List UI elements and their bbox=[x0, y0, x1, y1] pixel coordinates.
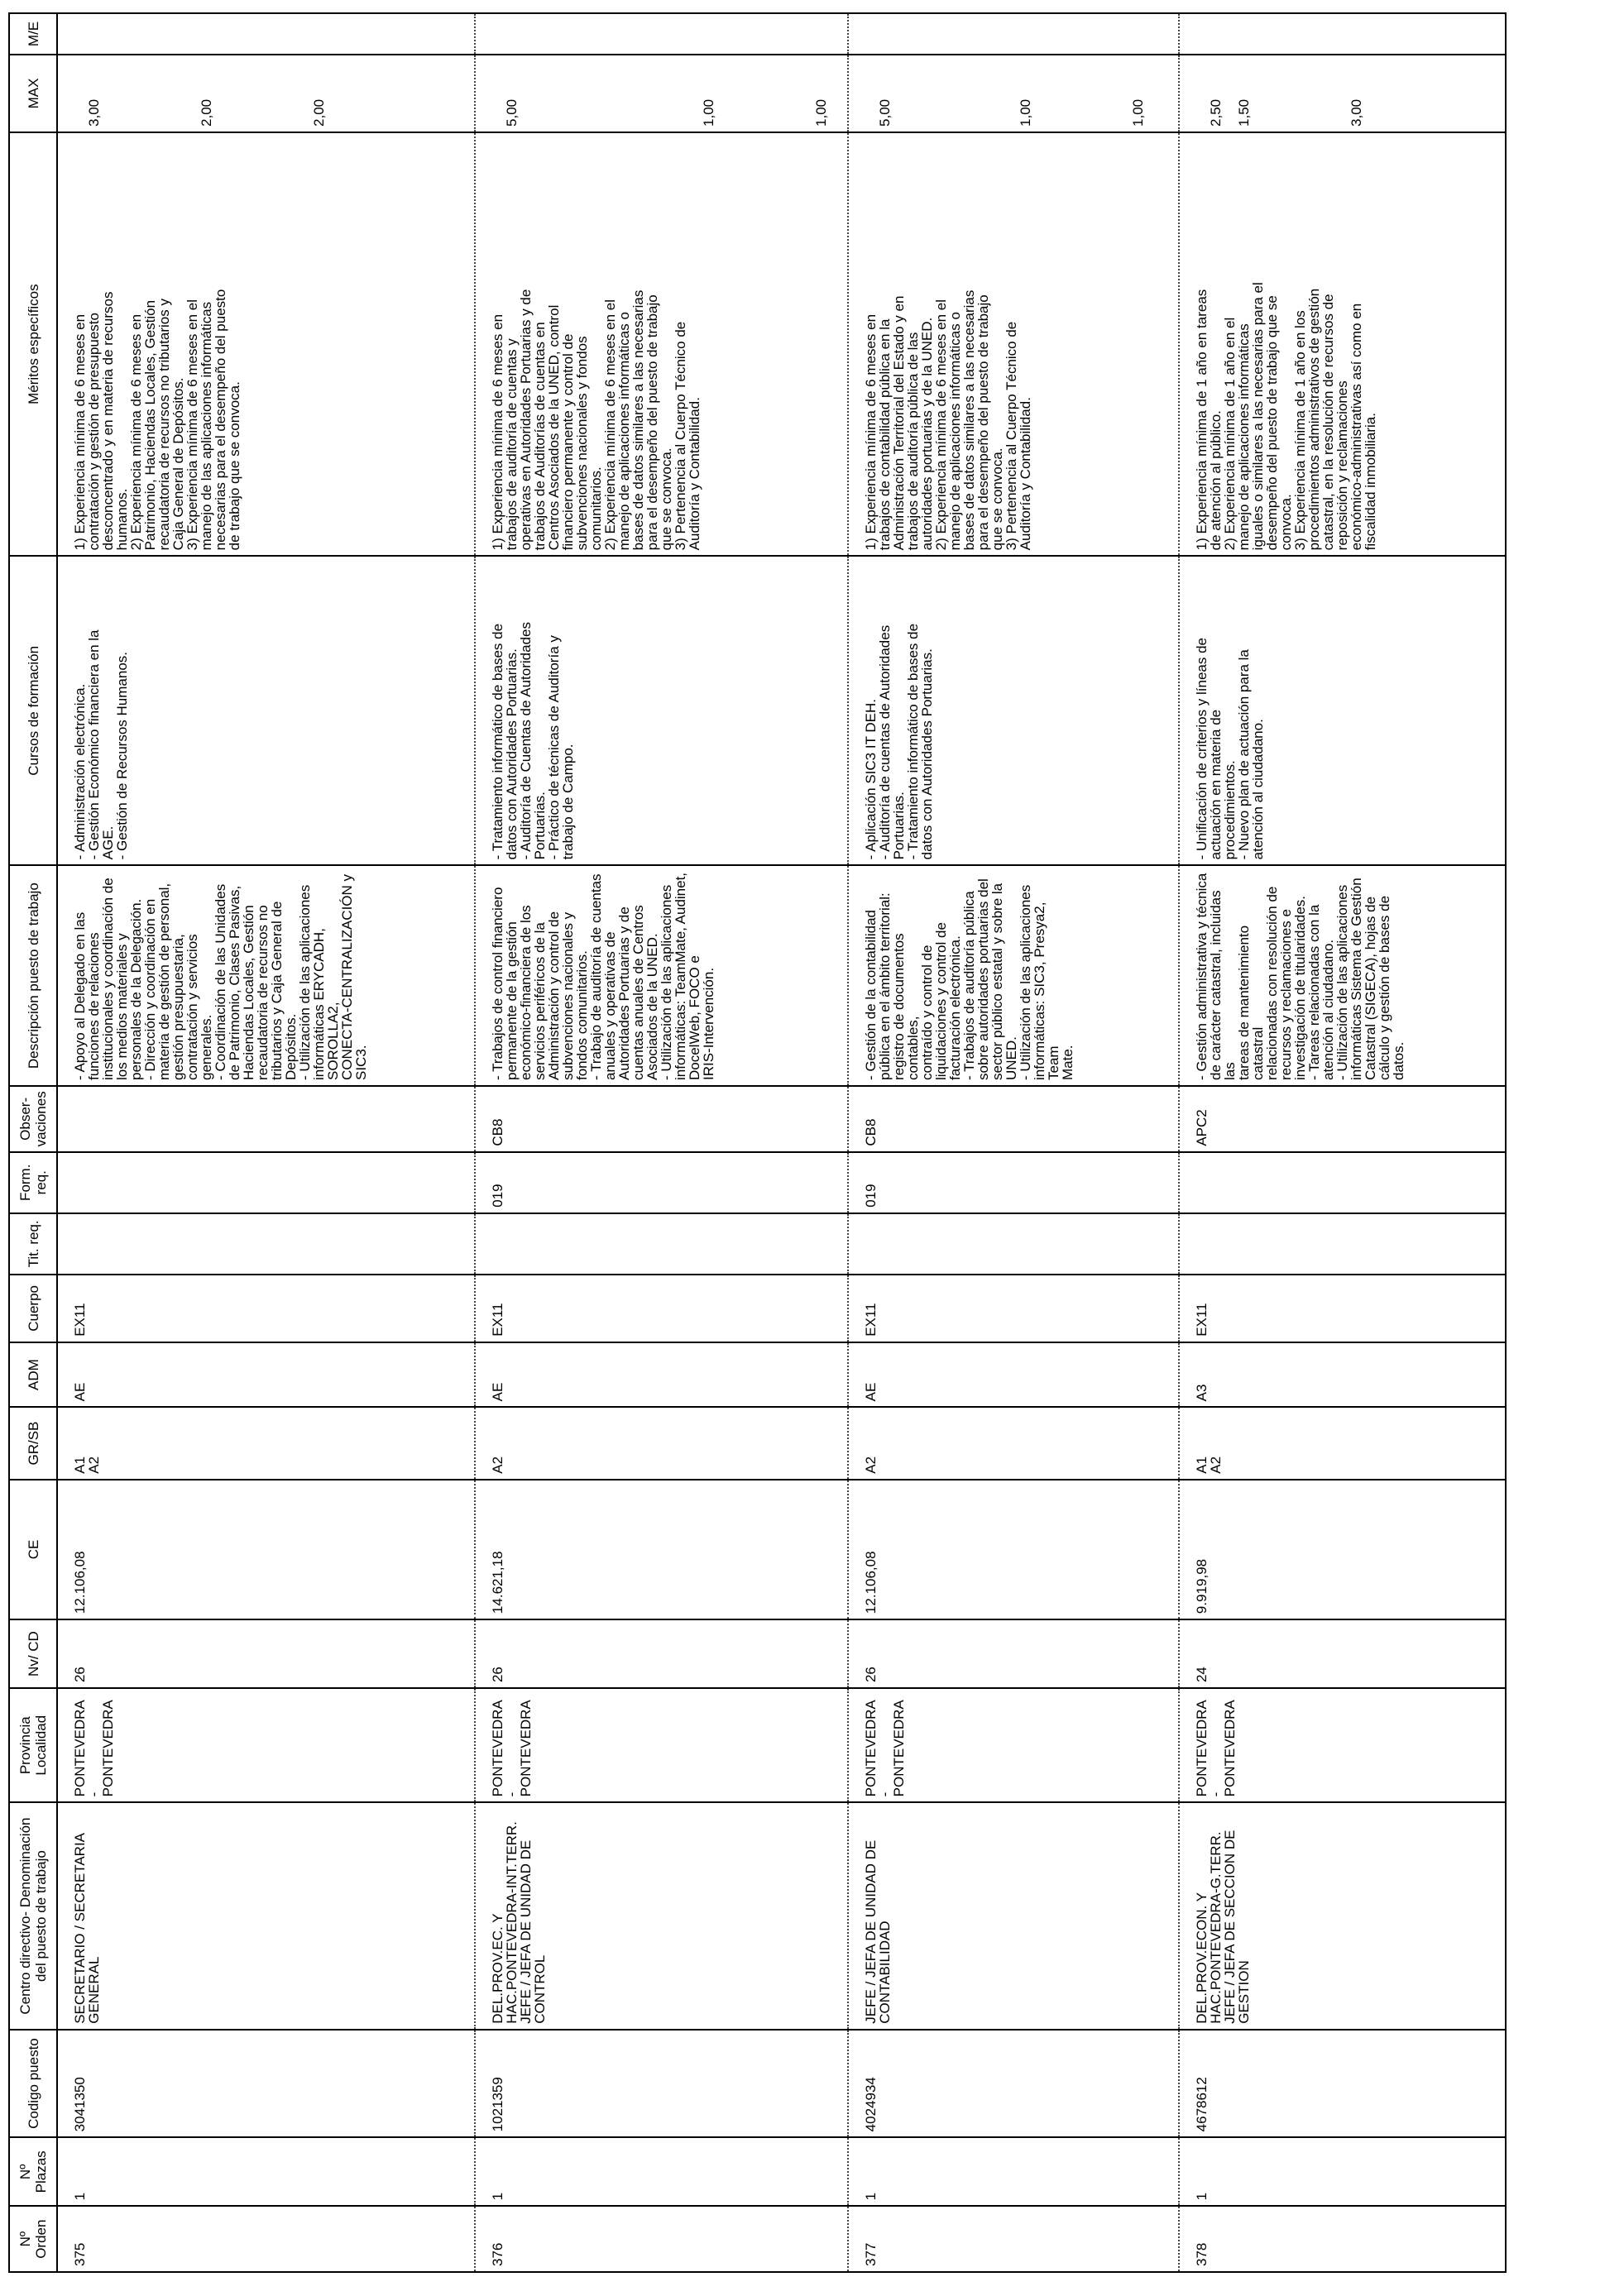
max-value: 1,00 bbox=[1018, 98, 1033, 127]
max-value: 2,00 bbox=[311, 98, 327, 127]
max-value: 5,00 bbox=[877, 98, 893, 127]
cell-plazas: 1 bbox=[57, 2137, 475, 2206]
cell-tit bbox=[475, 1213, 848, 1275]
max-value bbox=[990, 60, 1004, 127]
cell-cuerpo: EX11 bbox=[848, 1275, 1179, 1342]
cell-tit bbox=[1179, 1213, 1506, 1275]
cell-me bbox=[57, 13, 475, 55]
cell-form bbox=[1179, 1152, 1506, 1213]
header-cuerpo: Cuerpo bbox=[9, 1275, 57, 1342]
header-orden: Nº Orden bbox=[9, 2206, 57, 2272]
cell-cursos: - Tratamiento informático de bases de datos con Autoridades Portuarias. - Auditoría de Cuentas de Autoridades Portuarias. - Práctico de técnicas de Auditoría y trabajo de Campo. bbox=[475, 556, 848, 865]
max-value: 3,00 bbox=[86, 98, 102, 127]
cell-plazas: 1 bbox=[475, 2137, 848, 2206]
max-value bbox=[906, 60, 920, 127]
cell-provincia: PONTEVEDRA - PONTEVEDRA bbox=[475, 1688, 848, 1802]
max-value bbox=[589, 60, 603, 127]
cell-me bbox=[475, 13, 848, 55]
cell-form: 019 bbox=[475, 1152, 848, 1213]
cell-orden: 377 bbox=[848, 2206, 1179, 2272]
cell-form: 019 bbox=[848, 1152, 1179, 1213]
cell-descripcion: - Gestión administrativa y técnica de carácter catastral, incluidas las tareas de mantenimiento catastral relacionadas con resolución de recursos y reclamaciones e investigación de titularidades. - Tareas relacionadas con la atención al ciudadano. - Utilización de las aplicaciones informáticas Sistema de Gestión Catastral (SIGECA), hojas de cálculo y gestión de bases de datos. bbox=[1179, 865, 1506, 1086]
max-value bbox=[1047, 60, 1061, 127]
cell-max bbox=[848, 55, 1179, 132]
max-value bbox=[617, 60, 631, 127]
cell-provincia: PONTEVEDRA - PONTEVEDRA bbox=[848, 1688, 1179, 1802]
max-value: 1,00 bbox=[813, 98, 829, 127]
cell-descripcion: - Trabajos de control financiero permanente de la gestión económico-financiera de los servicios periféricos de la Administración y control de subvenciones nacionales y fondos comunitarios. - Trabajo de auditoría de cuentas anuales y operativas de Autoridades Portuarias y de cuentas anuales de Centros Asociados de la UNED. - Utilización de las aplicaciones informáticas: TeamMate, Audinet, DocelWeb, FOCO e IRIS-Intervención. bbox=[475, 865, 848, 1086]
max-value bbox=[1293, 60, 1307, 127]
header-me: M/E bbox=[9, 13, 57, 55]
header-form: Form. req. bbox=[9, 1152, 57, 1213]
table-header bbox=[9, 13, 57, 2272]
cell-centro: SECRETARIO / SECRETARIA GENERAL bbox=[57, 1802, 475, 2029]
positions-table bbox=[8, 12, 1507, 2273]
cell-max bbox=[57, 55, 475, 132]
cell-obs: APC2 bbox=[1179, 1086, 1506, 1152]
max-value bbox=[256, 60, 270, 127]
cell-cuerpo: EX11 bbox=[57, 1275, 475, 1342]
max-value bbox=[561, 60, 575, 127]
header-grsb: GR/SB bbox=[9, 1407, 57, 1479]
cell-cuerpo: EX11 bbox=[475, 1275, 848, 1342]
cell-ce: 12.106,08 bbox=[57, 1480, 475, 1619]
cell-codigo: 4678612 bbox=[1179, 2030, 1506, 2138]
max-value: 1,00 bbox=[1130, 98, 1146, 127]
max-value bbox=[228, 60, 242, 127]
max-value: 1,00 bbox=[701, 98, 716, 127]
header-provincia: Provincia Localidad bbox=[9, 1688, 57, 1802]
cell-orden: 375 bbox=[57, 2206, 475, 2272]
header-max: MAX bbox=[9, 55, 57, 132]
cell-nv: 26 bbox=[57, 1619, 475, 1688]
cell-ce: 12.106,08 bbox=[848, 1480, 1179, 1619]
cell-obs bbox=[57, 1086, 475, 1152]
max-value bbox=[115, 60, 129, 127]
cell-form bbox=[57, 1152, 475, 1213]
cell-provincia: PONTEVEDRA - PONTEVEDRA bbox=[57, 1688, 475, 1802]
cell-adm: AE bbox=[475, 1342, 848, 1408]
cell-nv: 26 bbox=[475, 1619, 848, 1688]
header-codigo: Codigo puesto bbox=[9, 2030, 57, 2138]
header-obs: Obser- vaciones bbox=[9, 1086, 57, 1152]
cell-descripcion: - Gestión de la contabilidad pública en el ámbito territorial: registro de documentos contables, contraído y control de liquidaciones y control de facturación electrónica. - Trabajos de auditoría pública sobre autoridades portuarias del sector público estatal y sobre la UNED. - Utilización de las aplicaciones informáticas: SIC3, Presya2, Team Mate. bbox=[848, 865, 1179, 1086]
cell-obs: CB8 bbox=[848, 1086, 1179, 1152]
max-value bbox=[673, 60, 687, 127]
max-value: 2,50 bbox=[1208, 98, 1224, 127]
cell-grsb: A1 A2 bbox=[57, 1407, 475, 1479]
table-row bbox=[848, 13, 1179, 2272]
max-value: 3,00 bbox=[1349, 98, 1364, 127]
header-descripcion: Descripción puesto de trabajo bbox=[9, 865, 57, 1086]
table-row bbox=[475, 13, 848, 2272]
cell-cursos: - Aplicación SIC3 IT DEH. - Auditoría de cuentas de Autoridades Portuarias. - Tratamiento informático de bases de datos con Autoridades Portuarias. bbox=[848, 556, 1179, 865]
cell-me bbox=[1179, 13, 1506, 55]
cell-meritos: 1) Experiencia mínima de 1 año en tareas de atención al público. 2) Experiencia mínima de 1 año en el manejo de aplicaciones informáticas iguales o similares a las necesarias para el desempeño del puesto de trabajo que se convoca. 3) Experiencia mínima de 1 año en los procedimientos administrativos de gestión catastral, en la resolución de recursos de reposición y reclamaciones económico-administrativas así como en fiscalidad inmobiliaria. bbox=[1179, 132, 1506, 556]
header-tit: Tit. req. bbox=[9, 1213, 57, 1275]
max-value bbox=[171, 60, 185, 127]
table-row bbox=[1179, 13, 1506, 2272]
header-meritos: Méritos específicos bbox=[9, 132, 57, 556]
cell-obs: CB8 bbox=[475, 1086, 848, 1152]
max-value bbox=[962, 60, 976, 127]
header-plazas: Nº Plazas bbox=[9, 2137, 57, 2206]
cell-nv: 26 bbox=[848, 1619, 1179, 1688]
max-value bbox=[934, 60, 948, 127]
cell-codigo: 1021359 bbox=[475, 2030, 848, 2138]
cell-cursos: - Unificación de criterios y líneas de actuación en materia de procedimientos. - Nuevo plan de actuación para la atención al ciudadano. bbox=[1179, 556, 1506, 865]
cell-centro: DEL.PROV.EC. Y HAC.PONTEVEDRA-INT.TERR. JEFE / JEFA DE UNIDAD DE CONTROL bbox=[475, 1802, 848, 2029]
cell-meritos: 1) Experiencia mínima de 6 meses en trabajos de auditoría de cuentas y operativas en Autoridades Portuarias y de trabajos de Auditorías de cuentas en Centros Asociados de la UNED, control financiero permanente y control de subvenciones nacionales y fondos comunitarios. 2) Experiencia mínima de 6 meses en el manejo de aplicaciones informáticas o bases de datos similares a las necesarias para el desempeño del puesto de trabajo que se convoca. 3) Pertenencia al Cuerpo Técnico de Auditoría y Contabilidad. bbox=[475, 132, 848, 556]
max-value bbox=[533, 60, 547, 127]
header-adm: ADM bbox=[9, 1342, 57, 1408]
cell-plazas: 1 bbox=[848, 2137, 1179, 2206]
max-value: 2,00 bbox=[199, 98, 214, 127]
max-value bbox=[1103, 60, 1117, 127]
cell-meritos: 1) Experiencia mínima de 6 meses en contratación y gestión de presupuesto desconcentrado y en materia de recursos humanos. 2) Experiencia mínima de 6 meses en Patrimonio, Haciendas Locales, Gestión recaudatoria de recursos no tributarios y Caja General de Depósitos. 3) Experiencia mínima de 6 meses en el manejo de las aplicaciones informáticas necesarias para el desempeño del puesto de trabajo que se convoca. bbox=[57, 132, 475, 556]
max-value bbox=[758, 60, 772, 127]
cell-codigo: 4024934 bbox=[848, 2030, 1179, 2138]
cell-orden: 378 bbox=[1179, 2206, 1506, 2272]
max-value bbox=[730, 60, 744, 127]
cell-adm: AE bbox=[848, 1342, 1179, 1408]
cell-meritos: 1) Experiencia mínima de 6 meses en trabajos de contabilidad pública en la Administración Territorial del Estado y en trabajos de auditoría pública de las autoridades portuarias y de la UNED. 2) Experiencia mínima de 6 meses en el manejo de aplicaciones informáticas o bases de datos similares a las necesarias para el desempeño del puesto de trabajo que se convoca. 3) Pertenencia al Cuerpo Técnico de Auditoría y Contabilidad. bbox=[848, 132, 1179, 556]
cell-plazas: 1 bbox=[1179, 2137, 1506, 2206]
cell-centro: DEL.PROV.ECON. Y HAC.PONTEVEDRA-G.TERR. JEFE / JEFA DE SECCION DE GESTION bbox=[1179, 1802, 1506, 2029]
max-value bbox=[1075, 60, 1089, 127]
max-value: 1,50 bbox=[1236, 98, 1252, 127]
max-value bbox=[645, 60, 659, 127]
cell-tit bbox=[57, 1213, 475, 1275]
cell-max bbox=[1179, 55, 1506, 132]
cell-codigo: 3041350 bbox=[57, 2030, 475, 2138]
header-nv: Nv/ CD bbox=[9, 1619, 57, 1688]
cell-cursos: - Administración electrónica. - Gestión Económico financiera en la AGE. - Gestión de Recursos Humanos. bbox=[57, 556, 475, 865]
cell-adm: A3 bbox=[1179, 1342, 1506, 1408]
cell-me bbox=[848, 13, 1179, 55]
max-value bbox=[1321, 60, 1335, 127]
cell-provincia: PONTEVEDRA - PONTEVEDRA bbox=[1179, 1688, 1506, 1802]
cell-cuerpo: EX11 bbox=[1179, 1275, 1506, 1342]
cell-grsb: A2 bbox=[475, 1407, 848, 1479]
cell-orden: 376 bbox=[475, 2206, 848, 2272]
cell-adm: AE bbox=[57, 1342, 475, 1408]
max-value bbox=[284, 60, 298, 127]
cell-tit bbox=[848, 1213, 1179, 1275]
cell-grsb: A1 A2 bbox=[1179, 1407, 1506, 1479]
max-value bbox=[143, 60, 157, 127]
cell-ce: 9.919,98 bbox=[1179, 1480, 1506, 1619]
cell-centro: JEFE / JEFA DE UNIDAD DE CONTABILIDAD bbox=[848, 1802, 1179, 2029]
cell-nv: 24 bbox=[1179, 1619, 1506, 1688]
cell-grsb: A2 bbox=[848, 1407, 1179, 1479]
max-value: 5,00 bbox=[504, 98, 520, 127]
header-ce: CE bbox=[9, 1480, 57, 1619]
cell-max bbox=[475, 55, 848, 132]
cell-ce: 14.621,18 bbox=[475, 1480, 848, 1619]
max-value bbox=[1265, 60, 1279, 127]
table-row bbox=[57, 13, 475, 2272]
header-centro: Centro directivo- Denominación del puesto de trabajo bbox=[9, 1802, 57, 2029]
header-cursos: Cursos de formación bbox=[9, 556, 57, 865]
max-value bbox=[786, 60, 800, 127]
cell-descripcion: - Apoyo al Delegado en las funciones de relaciones institucionales y coordinación de los medios materiales y personales de la Delegación. - Dirección y coordinación en materia de gestión de personal, gestión presupuestaria, contratación y servicios generales. - Coordinación de las Unidades de Patrimonio, Clases Pasivas, Haciendas Locales, Gestión recaudatoria de recursos no tributarios y Caja General de Depósitos. - Utilización de las aplicaciones informáticas ERYCADH, SOROLLA2, CONECTA-CENTRALIZACIÓN y SIC3. bbox=[57, 865, 475, 1086]
table-body bbox=[57, 13, 1506, 2272]
